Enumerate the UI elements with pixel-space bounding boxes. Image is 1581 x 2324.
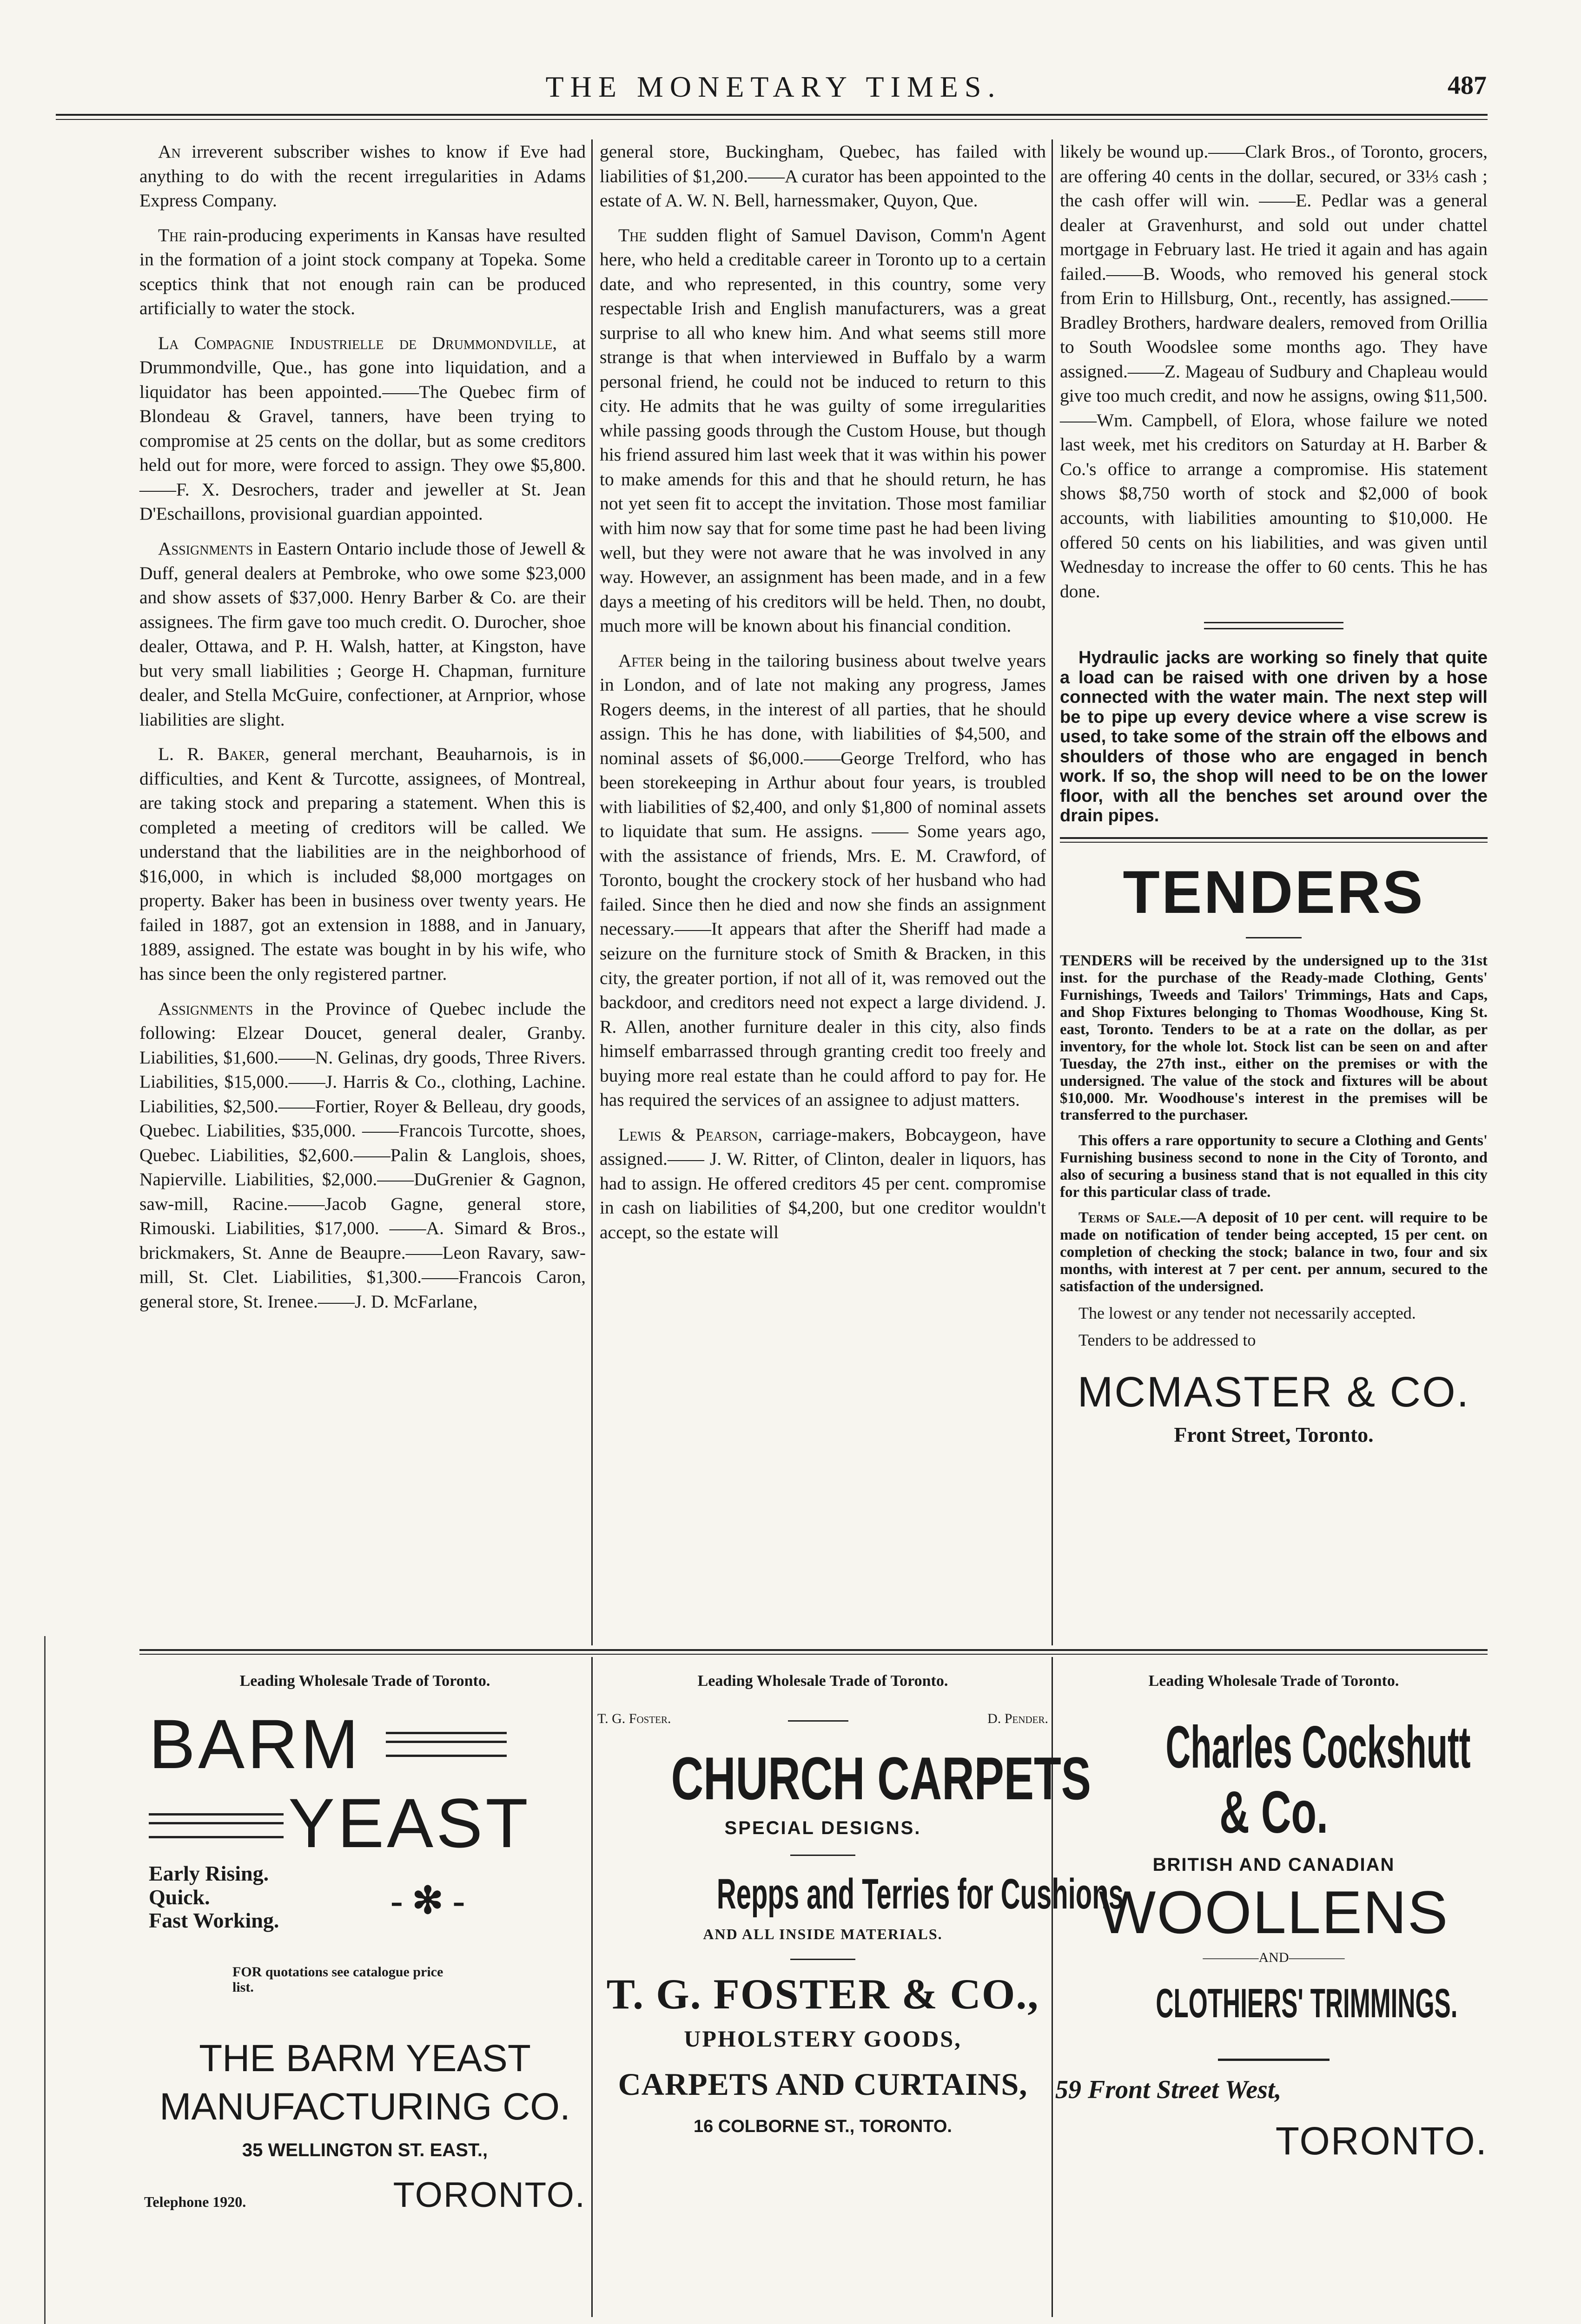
- article-paragraph: likely be wound up.——Clark Bros., of Toronto, grocers, are offering 40 cents in the dollar, secured, or 33⅓ cash ; the cash offer will win. ——E. Pedlar was a general dealer at Gravenhurst, and sold out under chattel mortgage in February last. He tried it again and has again failed.——B. Woods, who removed his general stock from Erin to Hillsburg, Ont., recently, has assigned.——Bradley Brothers, hardware dealers, removed from Orillia to South Woodslee some months ago. They have assigned.——Z. Mageau of Sudbury and Chapleau would give too much credit, and now he assigns, owing $11,500.——Wm. Campbell, of Elora, whose failure we noted last week, met his creditors on Saturday at H. Barber & Co.'s office to arrange a compromise. His statement shows $8,750 worth of stock and $2,000 of book accounts, with liabilities amounting to $10,000. He offered 50 cents on his liabilities, and was given until Wednesday to increase the offer to 60 cents. This he has done.: [1060, 141, 1488, 601]
- article-paragraph: [600, 648, 1046, 1112]
- repps-block: [597, 1870, 1124, 1921]
- paragraph-text: in Eastern Ontario include those of Jewell & Duff, general dealers at Pembroke, who owe some $23,000 and show assets of $37,000. Henry Barber & Co. are their assignees. The firm gave too much credit. O. Durocher, shoe dealer, Ottawa, and P. H. Walsh, hatter, at Kingston, have but very small liabilities ; George H. Chapman, furniture dealer, and Stella McGuire, confectioner, at Arnprior, whose liabilities are slight.: [139, 538, 586, 730]
- article-paragraph: [139, 536, 586, 732]
- masthead-rule-top: [56, 114, 1488, 116]
- tenders-paragraph: The lowest or any tender not necessarily accepted.: [1078, 1304, 1416, 1323]
- terms-text: —A deposit of 10 per cent. will require to be made on notification of tender being accepted, 15 per cent. on completion of checking the stock; balance in two, four and six months, with interest at 7 per cent. per annum, secured to the satisfaction of the undersigned.: [1060, 1209, 1488, 1295]
- paragraph-text: general merchant, Beauharnois, is in difficulties, and Kent & Turcotte, assignees, of Montreal, are taking stock and preparing a statement. When this is completed a meeting of creditors will be called. We understand that the liabilities are in the neighborhood of $16,000, in which is included $8,000 mortgages on property. Baker has been in business over twenty years. He failed in 1887, got an extension in 1888, and in January, 1889, assigned. The estate was bought in by his wife, who has since been the only registered partner.: [139, 744, 586, 984]
- foster-rule: [790, 1855, 855, 1856]
- terms-lead: Terms of Sale.: [1078, 1209, 1181, 1227]
- ad-foster-carpets: [597, 1669, 1124, 2310]
- ad-divider: [591, 1657, 593, 2317]
- lead-in: An: [158, 141, 181, 162]
- column-3: [1060, 139, 1488, 1631]
- ad-header: Leading Wholesale Trade of Toronto.: [239, 1672, 490, 1690]
- partner-right: D. Pender.: [987, 1711, 1048, 1726]
- paragraph-text: being in the tailoring business about twelve years in London, and of late not making any progress, James Rogers deems, in the interest of all parties, that he should assign. This he has done, with liabilities of $4,500, and nominal assets of $6,000.——George Trelford, who has been storekeeping in Arthur about four years, is troubled with liabilities of $2,400, and only $1,800 of nominal assets to liquidate that sum. He assigns. —— Some years ago, with the assistance of friends, Mrs. E. M. Crawford, of Toronto, bought the crockery stock of her husband who had failed. Since then he died and now she finds an assignment necessary.——It appears that after the Sheriff had made a seizure on the furniture stock of Smith & Bracken, in this city, the greater portion, if not all of it, was removed out the backdoor, and creditors need not expect a large dividend. J. R. Allen, another furniture dealer in this city, also finds himself embarrassed through granting credit too freely and buying more real estate than he could afford to pay for. He has required the services of an assignee to adjust matters.: [600, 650, 1046, 1110]
- article-paragraph: [600, 223, 1046, 638]
- lead-in: After: [618, 650, 663, 671]
- lead-in: La Compagnie Industrielle de Drummondville,: [158, 332, 557, 353]
- ads-rule-bottom: [139, 1654, 1488, 1655]
- tenders-top-rule: [1060, 837, 1488, 843]
- tenders-short-rule: [1246, 937, 1302, 938]
- barm-company-line1: THE BARM YEAST: [199, 2037, 531, 2080]
- mcmaster-firm-name: MCMASTER & CO.: [1077, 1368, 1470, 1416]
- paragraph-text: irreverent subscriber wishes to know if Eve had anything to do with the recent irregularities in Adams Express Company.: [139, 141, 586, 211]
- column-1: [139, 139, 586, 1631]
- cockshutt-name-block: [1055, 1713, 1492, 1781]
- feature-quick: Quick.: [149, 1885, 210, 1909]
- lead-in: The: [158, 224, 187, 245]
- barm-address: 35 WELLINGTON ST. EAST.,: [242, 2140, 488, 2160]
- tenders-title: TENDERS: [1123, 858, 1425, 926]
- article-paragraph: [139, 331, 586, 526]
- barm-company-line2: MANUFACTURING CO.: [159, 2086, 570, 2128]
- feature-early-rising: Early Rising.: [149, 1862, 269, 1885]
- and-line: ————AND————: [1203, 1950, 1345, 1965]
- paragraph-text: carriage-makers, Bobcaygeon, have assigned.—— J. W. Ritter, of Clinton, dealer in liquors, has had to assign. He offered creditors 45 per cent. compromise in cash on liabilities of $4,200, but one creditor wouldn't accept, so the estate will: [600, 1124, 1046, 1242]
- cockshutt-co-block: [1055, 1778, 1492, 1846]
- foster-partners: [597, 1711, 1048, 1743]
- lead-in: The: [618, 224, 647, 245]
- carpets-curtains: CARPETS AND CURTAINS,: [618, 2067, 1028, 2102]
- column-divider: [591, 139, 593, 1645]
- inside-materials: AND ALL INSIDE MATERIALS.: [703, 1926, 943, 1942]
- barm-yeast-logo: [139, 1704, 590, 1862]
- and-word: AND: [1258, 1950, 1289, 1965]
- cockshutt-city: TORONTO.: [1275, 2119, 1488, 2163]
- barm-word: BARM: [149, 1705, 362, 1783]
- woollens: WOOLLENS: [1098, 1878, 1449, 1946]
- partners-rule: [788, 1720, 848, 1722]
- article-paragraph: [139, 223, 586, 321]
- paragraph-text: at Drummondville, Que., has gone into liquidation, and a liquidator has been appointed.——The Quebec firm of Blondeau & Gravel, tanners, have been trying to compromise at 25 cents on the dollar, but as some creditors held out for more, were forced to assign. They owe $5,800.——F. X. Desrochers, trader and jeweller at St. Jean D'Eschaillons, provisional guardian appointed.: [139, 332, 586, 524]
- church-carpets-headline: CHURCH CARPETS: [671, 1744, 1091, 1812]
- column-divider: [1052, 139, 1053, 1645]
- lead-in: Lewis & Pearson,: [618, 1124, 762, 1145]
- british-canadian: BRITISH AND CANADIAN: [1152, 1855, 1395, 1875]
- lead-in: Assignments: [158, 998, 253, 1019]
- masthead-title: THE MONETARY TIMES.: [545, 70, 1002, 103]
- binding-edge: [44, 1636, 46, 2324]
- paragraph-text: sudden flight of Samuel Davison, Comm'n Agent here, who held a creditable career in Toronto up to a certain date, and who represented, in this country, some very respectable Irish and English manufacturers, was a great surprise to all who knew him. And what seems still more strange is that when interviewed in Buffalo by a warm personal friend, he could not be induced to return to this city. He admits that he was guilty of some irregularities while passing goods through the Custom House, but though his friend assured him last week that it was within his power to make amends for this and that he should return, he has not yet seen fit to accept the invitation. Those most familiar with him now say that for some time past he had been living well, but they were not aware that he was involved in any way. However, an assignment has been made, and in a few days a meeting of his creditors will be held. Then, no doubt, much more will be known about his financial condition.: [600, 224, 1046, 636]
- barm-telephone: Telephone 1920.: [144, 2193, 246, 2210]
- tenders-paragraph: This offers a rare opportunity to secure a Clothing and Gents' Furnishing business second to none in the City of Toronto, and also of securing a business stand that is not equalled in this city for this particular class of trade.: [1060, 1132, 1488, 1201]
- ads-rule-top: [139, 1649, 1488, 1651]
- foster-address: 16 COLBORNE ST., TORONTO.: [693, 2117, 952, 2136]
- cockshutt-name: Charles Cockshutt: [1165, 1714, 1471, 1781]
- foster-rule: [790, 1959, 855, 1960]
- tenders-paragraph: [1060, 1209, 1488, 1295]
- tenders-paragraph: Tenders to be addressed to: [1078, 1331, 1256, 1350]
- clothiers-trimmings: CLOTHIERS' TRIMMINGS.: [1156, 1980, 1458, 2026]
- church-carpets-block: [597, 1743, 1091, 1813]
- article-paragraph: [600, 1122, 1046, 1245]
- ad-barm-yeast: [139, 1669, 590, 2310]
- tenders-paragraph: TENDERS will be received by the undersigned up to the 31st inst. for the purchase of the Ready-made Clothing, Gents' Furnishings, Tweeds and Tailors' Trimmings, Hats and Caps, and Shop Fixtures belonging to Thomas Woodhouse, King St. east, Toronto. Tenders to be at a rate on the dollar, as per inventory, for the whole lot. Stock list can be seen on and after Tuesday, the 27th inst., either on the premises or with the undersigned. The value of the stock and fixtures will be about $10,000. Mr. Woodhouse's interest in the premises will be transferred to the purchaser.: [1060, 952, 1488, 1124]
- ad-header: Leading Wholesale Trade of Toronto.: [697, 1672, 948, 1690]
- section-separator: [1204, 622, 1343, 629]
- lead-in: Assignments: [158, 538, 253, 559]
- foster-company: T. G. FOSTER & CO.,: [606, 1970, 1039, 2018]
- column-2: [600, 139, 1046, 1631]
- tenders-notice: [1060, 952, 1488, 1350]
- barm-quote-note: FOR quotations see catalogue price list.: [232, 1964, 443, 1995]
- lead-in: L. R. Baker,: [158, 744, 270, 765]
- yeast-word: YEAST: [288, 1784, 531, 1862]
- cockshutt-rule: [1218, 2059, 1330, 2061]
- article-paragraph: [139, 997, 586, 1314]
- cockshutt-street: 59 Front Street West,: [1055, 2075, 1282, 2104]
- ad-cockshutt: [1055, 1669, 1492, 2310]
- feature-fast-working: Fast Working.: [149, 1908, 279, 1933]
- paragraph-text: in the Province of Quebec include the following: Elzear Doucet, general dealer, Granby. Liabilities, $1,600.——N. Gelinas, dry goods, Three Rivers. Liabilities, $15,000.——J. Harris & Co., clothing, Lachine. Liabilities, $2,500.——Fortier, Royer & Belleau, dry goods, Quebec. Liabilities, $35,000. ——Francois Turcotte, shoes, Quebec. Liabilities, $2,600.——Palin & Langlois, shoes, Napierville. Liabilities, $2,000.——DuGrenier & Gagnon, saw-mill, Racine.——Jacob Gagne, general store, Rimouski. Liabilities, $17,000. ——A. Simard & Bros., brickmakers, St. Anne de Beaupre.——Leon Ravary, saw-mill, St. Clet. Liabilities, $1,300.——Francois Caron, general store, St. Irenee.——J. D. McFarlane,: [139, 998, 586, 1312]
- page-number: 487: [1448, 71, 1487, 100]
- trimmings-block: [1055, 1980, 1492, 2031]
- special-designs: SPECIAL DESIGNS.: [724, 1818, 921, 1838]
- paragraph-text: rain-producing experiments in Kansas have resulted in the formation of a joint stock company at Topeka. Some sceptics think that not enough rain can be produced artificially to water the stock.: [139, 224, 586, 319]
- article-paragraph: [600, 139, 1046, 213]
- hydraulic-jacks-note: Hydraulic jacks are working so finely that quite a load can be raised with one driven by a hose connected with the water main. The next step will be to pipe up every device where a vise screw is used, to take some of the strain off the elbows and shoulders of those who are engaged in bench work. If so, the shop will need to be on the lower floor, with all the benches set around over the drain pipes.: [1060, 648, 1488, 826]
- asterisk-ornament-icon: - ✻ -: [390, 1881, 465, 1921]
- masthead-rule-bottom: [56, 119, 1488, 120]
- repps-line: Repps and Terries for Cushions: [716, 1870, 1124, 1918]
- cockshutt-co: & Co.: [1219, 1779, 1328, 1846]
- paragraph-text: general store, Buckingham, Quebec, has failed with liabilities of $1,200.——A curator has been appointed to the estate of A. W. N. Bell, harnessmaker, Quyon, Que.: [600, 141, 1046, 211]
- article-paragraph: [139, 139, 586, 213]
- partner-left: T. G. Foster.: [597, 1711, 671, 1726]
- article-paragraph: [139, 742, 586, 986]
- yeast-lines: [149, 1813, 284, 1838]
- barm-lines: [386, 1732, 507, 1757]
- mcmaster-address: Front Street, Toronto.: [1174, 1423, 1374, 1446]
- ad-header: Leading Wholesale Trade of Toronto.: [1148, 1672, 1399, 1690]
- upholstery-goods: UPHOLSTERY GOODS,: [684, 2026, 962, 2052]
- barm-features: [149, 1862, 590, 1955]
- barm-footer: [139, 2175, 590, 2226]
- barm-city: TORONTO.: [393, 2175, 586, 2215]
